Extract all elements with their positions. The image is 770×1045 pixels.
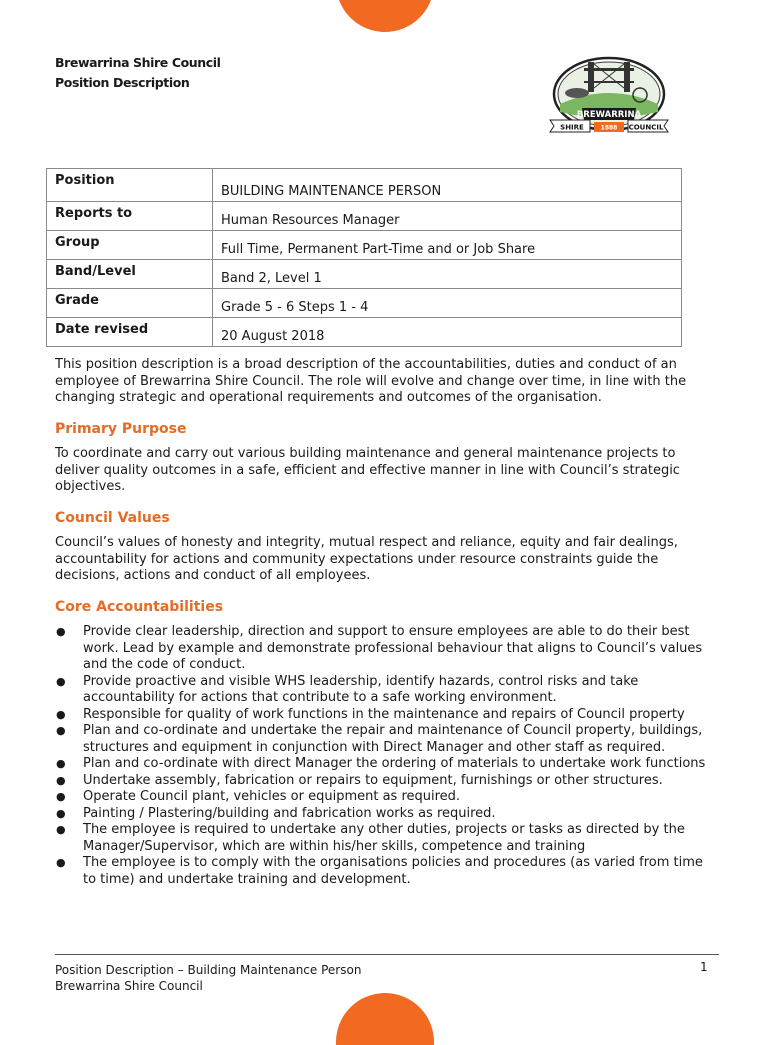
table-row <box>47 169 682 202</box>
detail-value: Full Time, Permanent Part-Time and or Job Share <box>213 231 682 260</box>
logo-year: 1888 <box>600 124 618 132</box>
list-item-text: Plan and co-ordinate with direct Manager the ordering of materials to undertake work functions <box>83 756 706 771</box>
bottom-page-tab <box>336 993 434 1045</box>
list-item <box>55 806 720 823</box>
bullet-icon: ● <box>56 856 66 869</box>
council-values-text: Council’s values of honesty and integrity, mutual respect and reliance, equity and fair dealings, accountability for actions and community expectations under resource constraints guide the decisions, actions and conduct of all employees. <box>55 535 678 583</box>
list-item-text: Responsible for quality of work functions in the maintenance and repairs of Council property <box>83 706 685 722</box>
logo-name: BREWARRINA <box>576 110 642 120</box>
detail-value: BUILDING MAINTENANCE PERSON <box>213 169 682 202</box>
list-item-text: Provide proactive and visible WHS leadership, identify hazards, control risks and take accountability for actions that contribute to a safe working environment. <box>83 673 639 705</box>
logo-right: COUNCIL <box>628 123 664 132</box>
detail-label: Reports to <box>47 202 213 231</box>
detail-value: Band 2, Level 1 <box>213 260 682 289</box>
footer-divider <box>55 954 719 955</box>
bullet-icon: ● <box>56 773 66 787</box>
list-item-text: Provide clear leadership, direction and support to ensure employees are able to do their best work. Lead by example and demonstrate professional behaviour that aligns to Council’s values and the code of conduct. <box>83 624 703 672</box>
org-name: Brewarrina Shire Council <box>55 55 221 70</box>
logo-left: SHIRE <box>560 123 584 132</box>
document-header <box>55 53 221 93</box>
detail-value: Human Resources Manager <box>213 202 682 231</box>
list-item-text: The employee is required to undertake any other duties, projects or tasks as directed by the Manager/Supervisor, which are within his/her skills, competence and training <box>83 822 685 854</box>
core-accountabilities-heading: Core Accountabilities <box>55 599 224 615</box>
list-item <box>55 707 720 724</box>
list-item-text: Undertake assembly, fabrication or repairs to equipment, furnishings or other structures. <box>83 772 663 788</box>
detail-label: Group <box>47 231 213 260</box>
list-item-text: Operate Council plant, vehicles or equipment as required. <box>83 789 461 804</box>
bullet-icon: ● <box>56 790 66 803</box>
bullet-icon: ● <box>56 724 66 737</box>
detail-label: Grade <box>47 289 213 318</box>
primary-purpose-text: To coordinate and carry out various building maintenance and general maintenance projects to deliver quality outcomes in a safe, efficient and effective manner in line with Council’s strategic objectives. <box>55 446 680 494</box>
detail-label: Date revised <box>47 318 213 347</box>
council-logo <box>544 52 674 142</box>
bullet-icon: ● <box>56 625 66 638</box>
list-item-text: Painting / Plastering/building and fabrication works as required. <box>83 805 496 821</box>
footer-org: Brewarrina Shire Council <box>55 979 203 993</box>
accountabilities-list <box>55 624 720 888</box>
table-row <box>47 231 682 260</box>
table-row <box>47 260 682 289</box>
bullet-icon: ● <box>56 707 66 721</box>
bullet-icon: ● <box>56 757 66 770</box>
bullet-icon: ● <box>56 823 66 836</box>
list-item <box>55 756 720 773</box>
detail-label: Band/Level <box>47 260 213 289</box>
bullet-icon: ● <box>56 806 66 820</box>
list-item <box>55 723 720 756</box>
detail-label: Position <box>47 169 213 202</box>
table-row <box>47 318 682 347</box>
detail-value: Grade 5 - 6 Steps 1 - 4 <box>213 289 682 318</box>
list-item <box>55 855 720 888</box>
list-item <box>55 822 720 855</box>
footer-title: Position Description – Building Maintenance Person <box>55 963 362 977</box>
list-item-text: Plan and co-ordinate and undertake the repair and maintenance of Council property, buildings, structures and equipment in conjunction with Direct Manager and other staff as required. <box>83 723 703 755</box>
primary-purpose-heading: Primary Purpose <box>55 421 187 437</box>
top-page-tab <box>336 0 434 32</box>
table-row <box>47 202 682 231</box>
intro-paragraph: This position description is a broad description of the accountabilities, duties and conduct of an employee of Brewarrina Shire Council. The role will evolve and change over time, in line with the changing strategic and operational requirements and outcomes of the organisation. <box>55 357 687 405</box>
bullet-icon: ● <box>56 674 66 688</box>
detail-value: 20 August 2018 <box>213 318 682 347</box>
page-number: 1 <box>700 960 708 974</box>
council-values-heading: Council Values <box>55 510 170 526</box>
list-item <box>55 624 720 674</box>
document-type: Position Description <box>55 75 190 90</box>
position-details-table <box>46 168 682 347</box>
page-footer <box>55 962 361 994</box>
list-item-text: The employee is to comply with the organisations policies and procedures (as varied from time to time) and undertake training and development. <box>83 855 703 887</box>
list-item <box>55 773 720 790</box>
list-item <box>55 674 720 707</box>
list-item <box>55 789 720 806</box>
table-row <box>47 289 682 318</box>
